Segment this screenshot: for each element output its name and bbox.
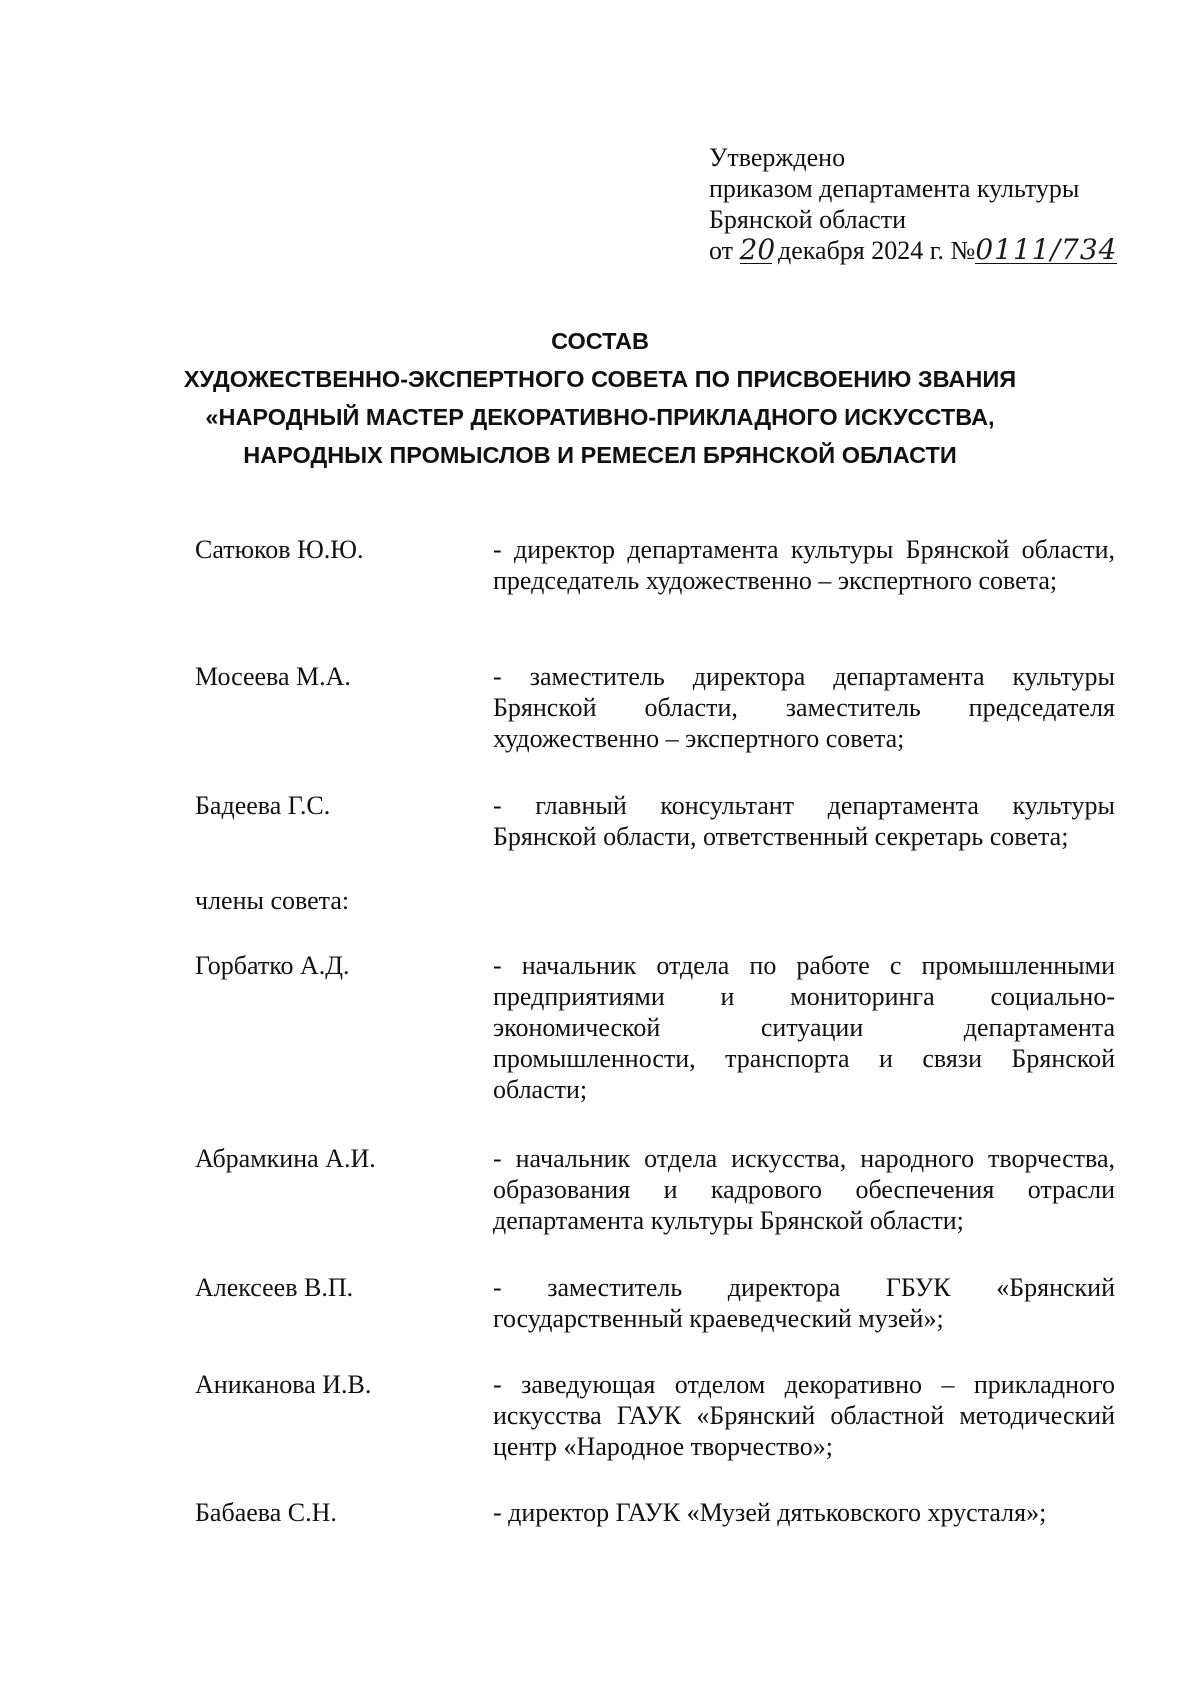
approval-region: Брянской области bbox=[709, 205, 906, 234]
date-prefix: от bbox=[709, 236, 734, 265]
member-description: - директор департамента культуры Брянской области, председатель художественно – экспертного совета; bbox=[493, 535, 1115, 595]
member-description: - начальник отдела по работе с промышленными предприятиями и мониторинга социально-экономической ситуации департамента промышленности, транспорта и связи Брянской области; bbox=[493, 951, 1115, 1104]
approval-label: Утверждено bbox=[709, 143, 846, 172]
approval-issuer: приказом департамента культуры bbox=[709, 174, 1080, 203]
member-name: Алексеев В.П. bbox=[195, 1273, 354, 1302]
member-description: - главный консультант департамента культуры Брянской области, ответственный секретарь совета; bbox=[493, 791, 1115, 851]
member-name: Мосеева М.А. bbox=[195, 662, 351, 691]
date-rest: декабря 2024 г. № bbox=[778, 236, 976, 265]
handwritten-order-number: 0111/734 bbox=[975, 233, 1118, 266]
member-name: Абрамкина А.И. bbox=[195, 1144, 376, 1173]
title-line-4: НАРОДНЫХ ПРОМЫСЛОВ И РЕМЕСЕЛ БРЯНСКОЙ ОБЛАСТИ bbox=[243, 442, 957, 468]
member-name: Горбатко А.Д. bbox=[195, 951, 350, 980]
member-name: Бадеева Г.С. bbox=[195, 791, 331, 820]
approval-block bbox=[709, 142, 1149, 266]
approval-date-line bbox=[709, 235, 1149, 266]
title-line-3: «НАРОДНЫЙ МАСТЕР ДЕКОРАТИВНО-ПРИКЛАДНОГО ИСКУССТВА, bbox=[205, 404, 995, 430]
title-line-1: СОСТАВ bbox=[551, 328, 649, 354]
document-title bbox=[100, 322, 1100, 474]
member-name: Бабаева С.Н. bbox=[195, 1498, 337, 1527]
member-description: - заведующая отделом декоративно – прикладного искусства ГАУК «Брянский областной методический центр «Народное творчество»; bbox=[493, 1370, 1115, 1461]
member-name: Сатюков Ю.Ю. bbox=[195, 535, 364, 564]
member-description: - начальник отдела искусства, народного творчества, образования и кадрового обеспечения отрасли департамента культуры Брянской области; bbox=[493, 1144, 1115, 1235]
member-description: - директор ГАУК «Музей дятьковского хрусталя»; bbox=[493, 1498, 1047, 1527]
title-line-2: ХУДОЖЕСТВЕННО-ЭКСПЕРТНОГО СОВЕТА ПО ПРИСВОЕНИЮ ЗВАНИЯ bbox=[183, 366, 1017, 392]
member-description: - заместитель директора департамента культуры Брянской области, заместитель председателя художественно – экспертного совета; bbox=[493, 662, 1115, 753]
members-section-label: члены совета: bbox=[195, 886, 350, 915]
handwritten-date-day: 20 bbox=[739, 233, 776, 266]
member-description: - заместитель директора ГБУК «Брянский государственный краеведческий музей»; bbox=[493, 1273, 1115, 1333]
member-name: Аниканова И.В. bbox=[195, 1370, 372, 1399]
